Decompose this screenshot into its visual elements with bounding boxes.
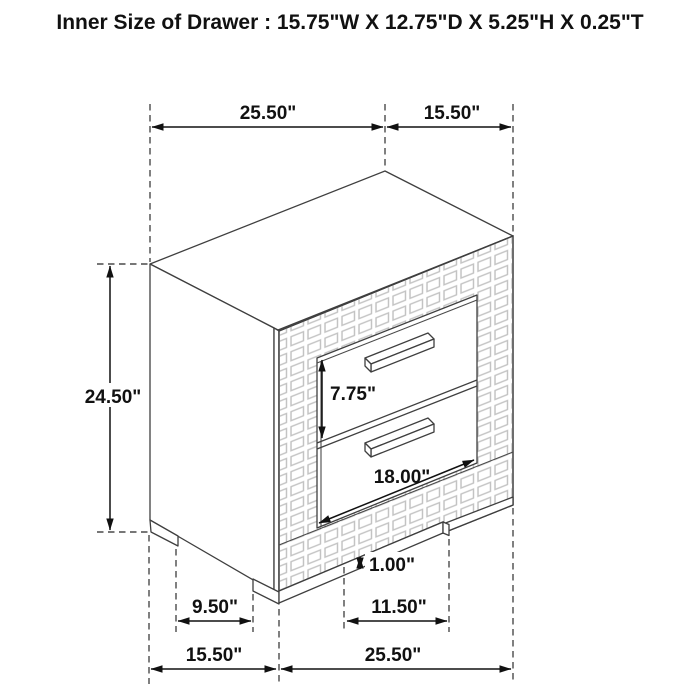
dim-base-width (281, 645, 511, 669)
dim-front-foot-span-label: 11.50" (371, 597, 427, 618)
front-right-foot-step (443, 522, 449, 536)
dim-top-width (152, 103, 383, 127)
dim-top-depth (387, 103, 511, 127)
diagram-title: Inner Size of Drawer : 15.75"W X 12.75"D X 5.25"H X 0.25"T (56, 11, 644, 34)
dim-front-foot-span (347, 597, 447, 621)
dim-drawer-front-height-label: 7.75" (330, 384, 376, 405)
dim-side-foot-span-label: 9.50" (192, 597, 238, 618)
dim-base-depth (151, 645, 276, 669)
dim-base-width-label: 25.50" (364, 645, 422, 666)
dim-side-foot-span (178, 597, 251, 621)
dim-overall-height (82, 266, 142, 530)
dim-top-depth-label: 15.50" (423, 103, 481, 124)
dim-drawer-front-width-label: 18.00" (373, 467, 431, 488)
dim-top-width-label: 25.50" (239, 103, 297, 124)
dim-foot-recess-height (360, 552, 415, 576)
front-corner-edge (274, 328, 279, 597)
dim-foot-recess-height-label: 1.00" (369, 555, 415, 576)
dim-base-depth-label: 15.50" (185, 645, 243, 666)
dim-overall-height-label: 24.50" (84, 387, 142, 408)
